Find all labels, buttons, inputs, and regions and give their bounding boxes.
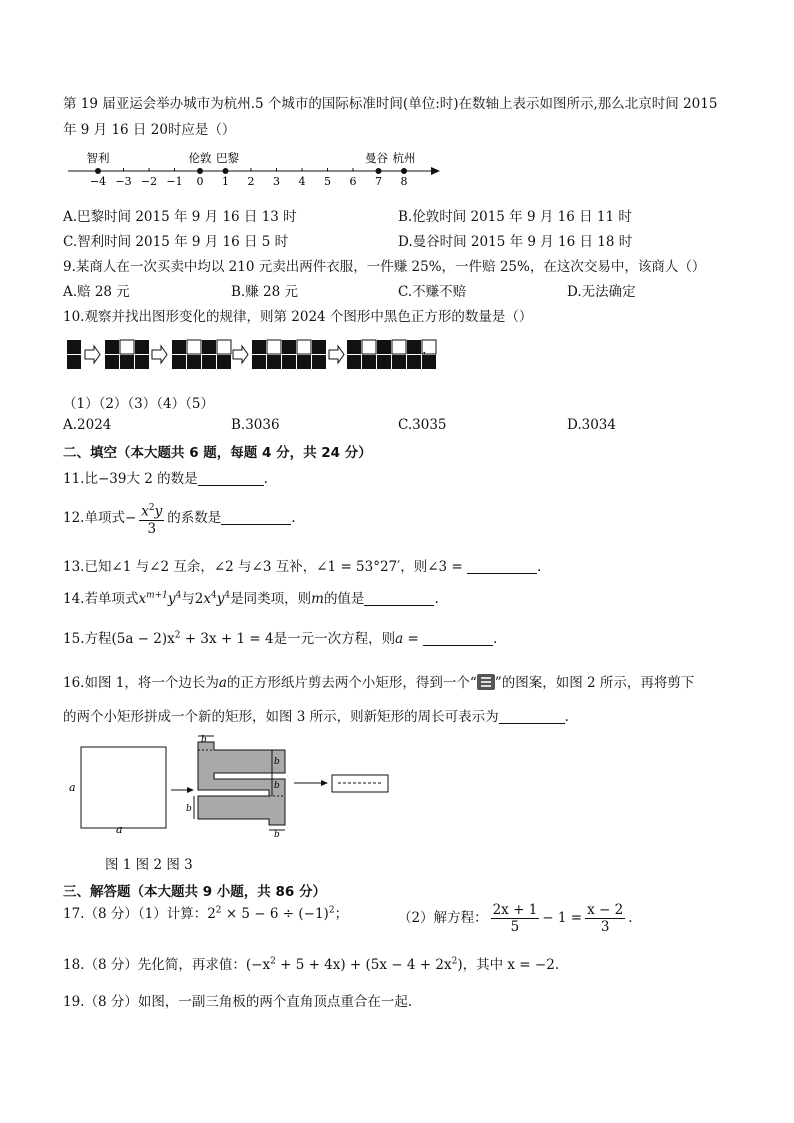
q12-fraction xyxy=(139,500,164,537)
q17-frac2-num: x − 2 xyxy=(587,902,624,918)
section-2-heading: 二、填空（本大题共 6 题，每题 4 分，共 24 分） xyxy=(63,445,372,461)
s-shape-icon xyxy=(477,674,495,690)
q16-figures xyxy=(64,733,404,838)
q15-eq1: (5a − 2)x xyxy=(111,631,175,647)
q10-option-d: D.3034 xyxy=(567,417,616,433)
q17-expr1: 2 xyxy=(207,906,216,922)
q13-answer-blank xyxy=(467,559,537,574)
figure2-b-label-right2: b xyxy=(274,781,280,791)
q14-post: 是同类项，则 xyxy=(230,591,312,607)
figure1-square xyxy=(81,747,166,828)
pattern-ellipsis: ··· xyxy=(414,346,427,361)
q17-part2 xyxy=(398,902,632,935)
q14-exp3: 4 xyxy=(211,590,217,601)
q14-mid: 与 xyxy=(181,591,195,607)
q14-x: x xyxy=(138,591,147,607)
q10-figure-labels: （1）（2）（3）（4）（5） xyxy=(63,396,214,412)
q13-pre: 13.已知∠1 与∠2 互余，∠2 与∠3 互补， xyxy=(63,559,317,575)
q14-exp2: 4 xyxy=(175,590,182,601)
figure1-bottom-label: a xyxy=(116,823,123,836)
q19-text: 19.（8 分）如图，一副三角板的两个直角顶点重合在一起. xyxy=(63,994,413,1010)
city-label: 智利 xyxy=(86,151,110,165)
q9-option-c: C.不赚不赔 xyxy=(398,284,467,300)
number-line-tick-label: −2 xyxy=(140,175,158,188)
q18-post: ，其中 xyxy=(462,957,504,973)
city-label: 巴黎 xyxy=(216,151,239,165)
q12-answer-blank xyxy=(221,510,291,525)
city-point xyxy=(95,168,101,174)
q16-line1 xyxy=(63,671,694,691)
q15-eq2: + 3x + 1 = 4 xyxy=(180,631,274,647)
q9-option-a: A.赔 28 元 xyxy=(63,284,130,300)
q14-exp1: m+1 xyxy=(146,590,168,601)
q18-end: . xyxy=(554,957,560,973)
q11-pre: 11.比 xyxy=(63,471,98,487)
q12-minus: − xyxy=(124,509,137,526)
q18-question xyxy=(63,953,559,973)
number-line-tick-label: 0 xyxy=(196,175,204,188)
q14-x2: x xyxy=(203,591,212,607)
q17-frac2 xyxy=(585,902,625,935)
q12-num-exp: 2 xyxy=(148,503,155,513)
q8-option-b: B.伦敦时间 2015 年 9 月 16 日 11 时 xyxy=(398,209,632,225)
q11-question: 11.比−39大 2 的数是 . xyxy=(63,471,268,487)
number-line-tick-label: −1 xyxy=(166,175,183,188)
q8-option-d: D.曼谷时间 2015 年 9 月 16 日 18 时 xyxy=(398,234,633,250)
q14-coef: 2 xyxy=(194,591,204,607)
q17-minus1: − 1 = xyxy=(542,910,583,926)
q17-frac1-den: 5 xyxy=(510,919,520,935)
number-line-tick-label: 5 xyxy=(324,175,331,188)
city-point xyxy=(197,168,203,174)
q10-text: 10.观察并找出图形变化的规律，则第 2024 个图形中黑色正方形的数量是（） xyxy=(63,309,533,325)
city-point xyxy=(376,168,382,174)
city-label: 曼谷 xyxy=(365,151,388,165)
city-point xyxy=(223,168,229,174)
q15-exp: 2 xyxy=(174,630,181,641)
q10-option-a: A.2024 xyxy=(63,417,112,433)
q18-e1-exp: 2 xyxy=(270,956,276,967)
q16-line1a: 16.如图 1，将一个边长为 xyxy=(63,675,219,691)
square-pattern-figure-continued xyxy=(66,338,446,374)
q12-question: 12.单项式− $\frac{x^2y}{3}$ 的系数是 . xyxy=(63,500,296,537)
q16-line1b: 的正方形纸片剪去两个小矩形，得到一个“ xyxy=(226,675,477,691)
q14-pre: 14.若单项式 xyxy=(63,591,139,607)
q11-answer-blank xyxy=(198,471,264,486)
q9-text: 9.某商人在一次买卖中均以 210 元卖出两件衣服，一件赚 25%，一件赔 25%，在这次交易中，该商人（） xyxy=(63,259,706,275)
q8-option-a: A.巴黎时间 2015 年 9 月 16 日 13 时 xyxy=(63,209,297,225)
q11-post: 大 2 的数是 xyxy=(126,471,198,487)
q13-question: 13.已知∠1 与∠2 互余，∠2 与∠3 互补，∠1 = 53°27′，则∠3 = . xyxy=(63,559,542,575)
number-line-tick-label: 8 xyxy=(400,175,408,188)
figure2-b-label-right1: b xyxy=(274,757,280,767)
q17-part2-label: （2）解方程： xyxy=(398,910,488,926)
figure1-side-label: a xyxy=(69,781,76,794)
q10-option-b: B.3036 xyxy=(231,417,280,433)
q8-text-line2: 年 9 月 16 日 20时应是（） xyxy=(63,122,236,138)
q18-e2: + 5 + 4x) + (5x − 4 + 2x xyxy=(275,957,452,973)
figure2-b-label-left: b xyxy=(186,804,192,814)
q16-figure-captions: 图 1 图 2 图 3 xyxy=(105,857,193,873)
q17-end: . xyxy=(628,910,633,926)
section-3-heading: 三、解答题（本大题共 9 小题，共 86 分） xyxy=(63,884,326,900)
q11-number: −39 xyxy=(97,471,127,487)
number-line-tick-label: −3 xyxy=(115,175,132,188)
q13-cond: ∠1 = 53°27′ xyxy=(316,559,401,575)
q16-line1c: ”的图案，如图 2 所示，再将剪下 xyxy=(494,675,695,691)
city-point xyxy=(401,168,407,174)
q14-m: m xyxy=(311,591,324,607)
q18-e3: ) xyxy=(457,957,463,973)
number-line-figure xyxy=(60,146,450,190)
q17-expr2-exp: 2 xyxy=(328,905,335,916)
q14-y2: y xyxy=(216,591,225,607)
q17-question xyxy=(63,902,348,922)
city-label: 杭州 xyxy=(392,151,416,165)
number-line-tick-label: 3 xyxy=(273,175,280,188)
q8-text-line1: 第 19 届亚运会举办城市为杭州.5 个城市的国际标准时间(单位:时)在数轴上表示如图所示,那么北京时间 2015 xyxy=(63,96,718,112)
number-line-tick-label: −4 xyxy=(89,175,107,188)
figure2-b-label-bottom: b xyxy=(274,830,280,838)
q12-den: 3 xyxy=(147,520,157,537)
q16-a: a xyxy=(218,675,227,691)
q17-frac1-num: 2x + 1 xyxy=(492,902,538,918)
q15-post: 是一元一次方程，则 xyxy=(273,631,396,647)
number-line-tick-label: 6 xyxy=(349,175,357,188)
q14-exp4: 4 xyxy=(224,590,231,601)
q18-pre: 18.（8 分）先化简，再求值： xyxy=(63,957,246,973)
q15-post2: = xyxy=(407,631,419,647)
city-label: 伦敦 xyxy=(188,151,212,165)
q15-answer-blank xyxy=(423,631,493,646)
q15-pre: 15.方程 xyxy=(63,631,112,647)
q16-line2-text: 的两个小矩形拼成一个新的矩形，如图 3 所示，则新矩形的周长可表示为 xyxy=(63,709,499,725)
number-line-tick-label: 4 xyxy=(298,175,306,188)
q17-expr2: × 5 − 6 ÷ (−1) xyxy=(221,906,329,922)
q12-num-x: x xyxy=(141,503,149,520)
number-line-tick-label: 7 xyxy=(375,175,382,188)
q17-frac1 xyxy=(491,902,540,935)
q17-expr1-exp: 2 xyxy=(215,905,222,916)
q14-answer-blank xyxy=(364,591,434,606)
q17-semi: ； xyxy=(334,906,349,922)
q18-e2-exp: 2 xyxy=(451,956,458,967)
q15-question: 15.方程$(5a - 2)x^2 + 3x + 1 = 4$是一元一次方程，则a = . xyxy=(63,630,498,647)
q15-a: a xyxy=(395,631,404,647)
q16-line2: 的两个小矩形拼成一个新的矩形，如图 3 所示，则新矩形的周长可表示为 . xyxy=(63,709,569,725)
q14-question: 14.若单项式$x^{m+1}y^4$与$2x^4y^4$是同类项，则m的值是 . xyxy=(63,590,439,607)
q18-cond: x = −2 xyxy=(507,957,555,973)
q14-y: y xyxy=(167,591,176,607)
q17-part1: 17.（8 分）（1）计算： xyxy=(63,906,208,922)
number-line-tick-label: 2 xyxy=(247,175,255,188)
q10-option-c: C.3035 xyxy=(398,417,447,433)
q8-option-c: C.智利时间 2015 年 9 月 16 日 5 时 xyxy=(63,234,289,250)
q14-post2: 的值是 xyxy=(323,591,365,607)
number-line-tick-label: 1 xyxy=(222,175,229,188)
q17-frac2-den: 3 xyxy=(600,919,610,935)
q9-option-d: D.无法确定 xyxy=(567,284,636,300)
q16-answer-blank xyxy=(499,709,565,724)
q12-pre: 12.单项式 xyxy=(63,509,125,526)
q13-post: ，则∠3 = xyxy=(400,559,463,575)
q9-option-b: B.赚 28 元 xyxy=(231,284,298,300)
q12-num-y: y xyxy=(154,503,163,520)
q12-post: 的系数是 xyxy=(167,509,222,526)
q18-e1: (−x xyxy=(245,957,271,973)
figure2-b-label-top: b xyxy=(201,735,207,745)
